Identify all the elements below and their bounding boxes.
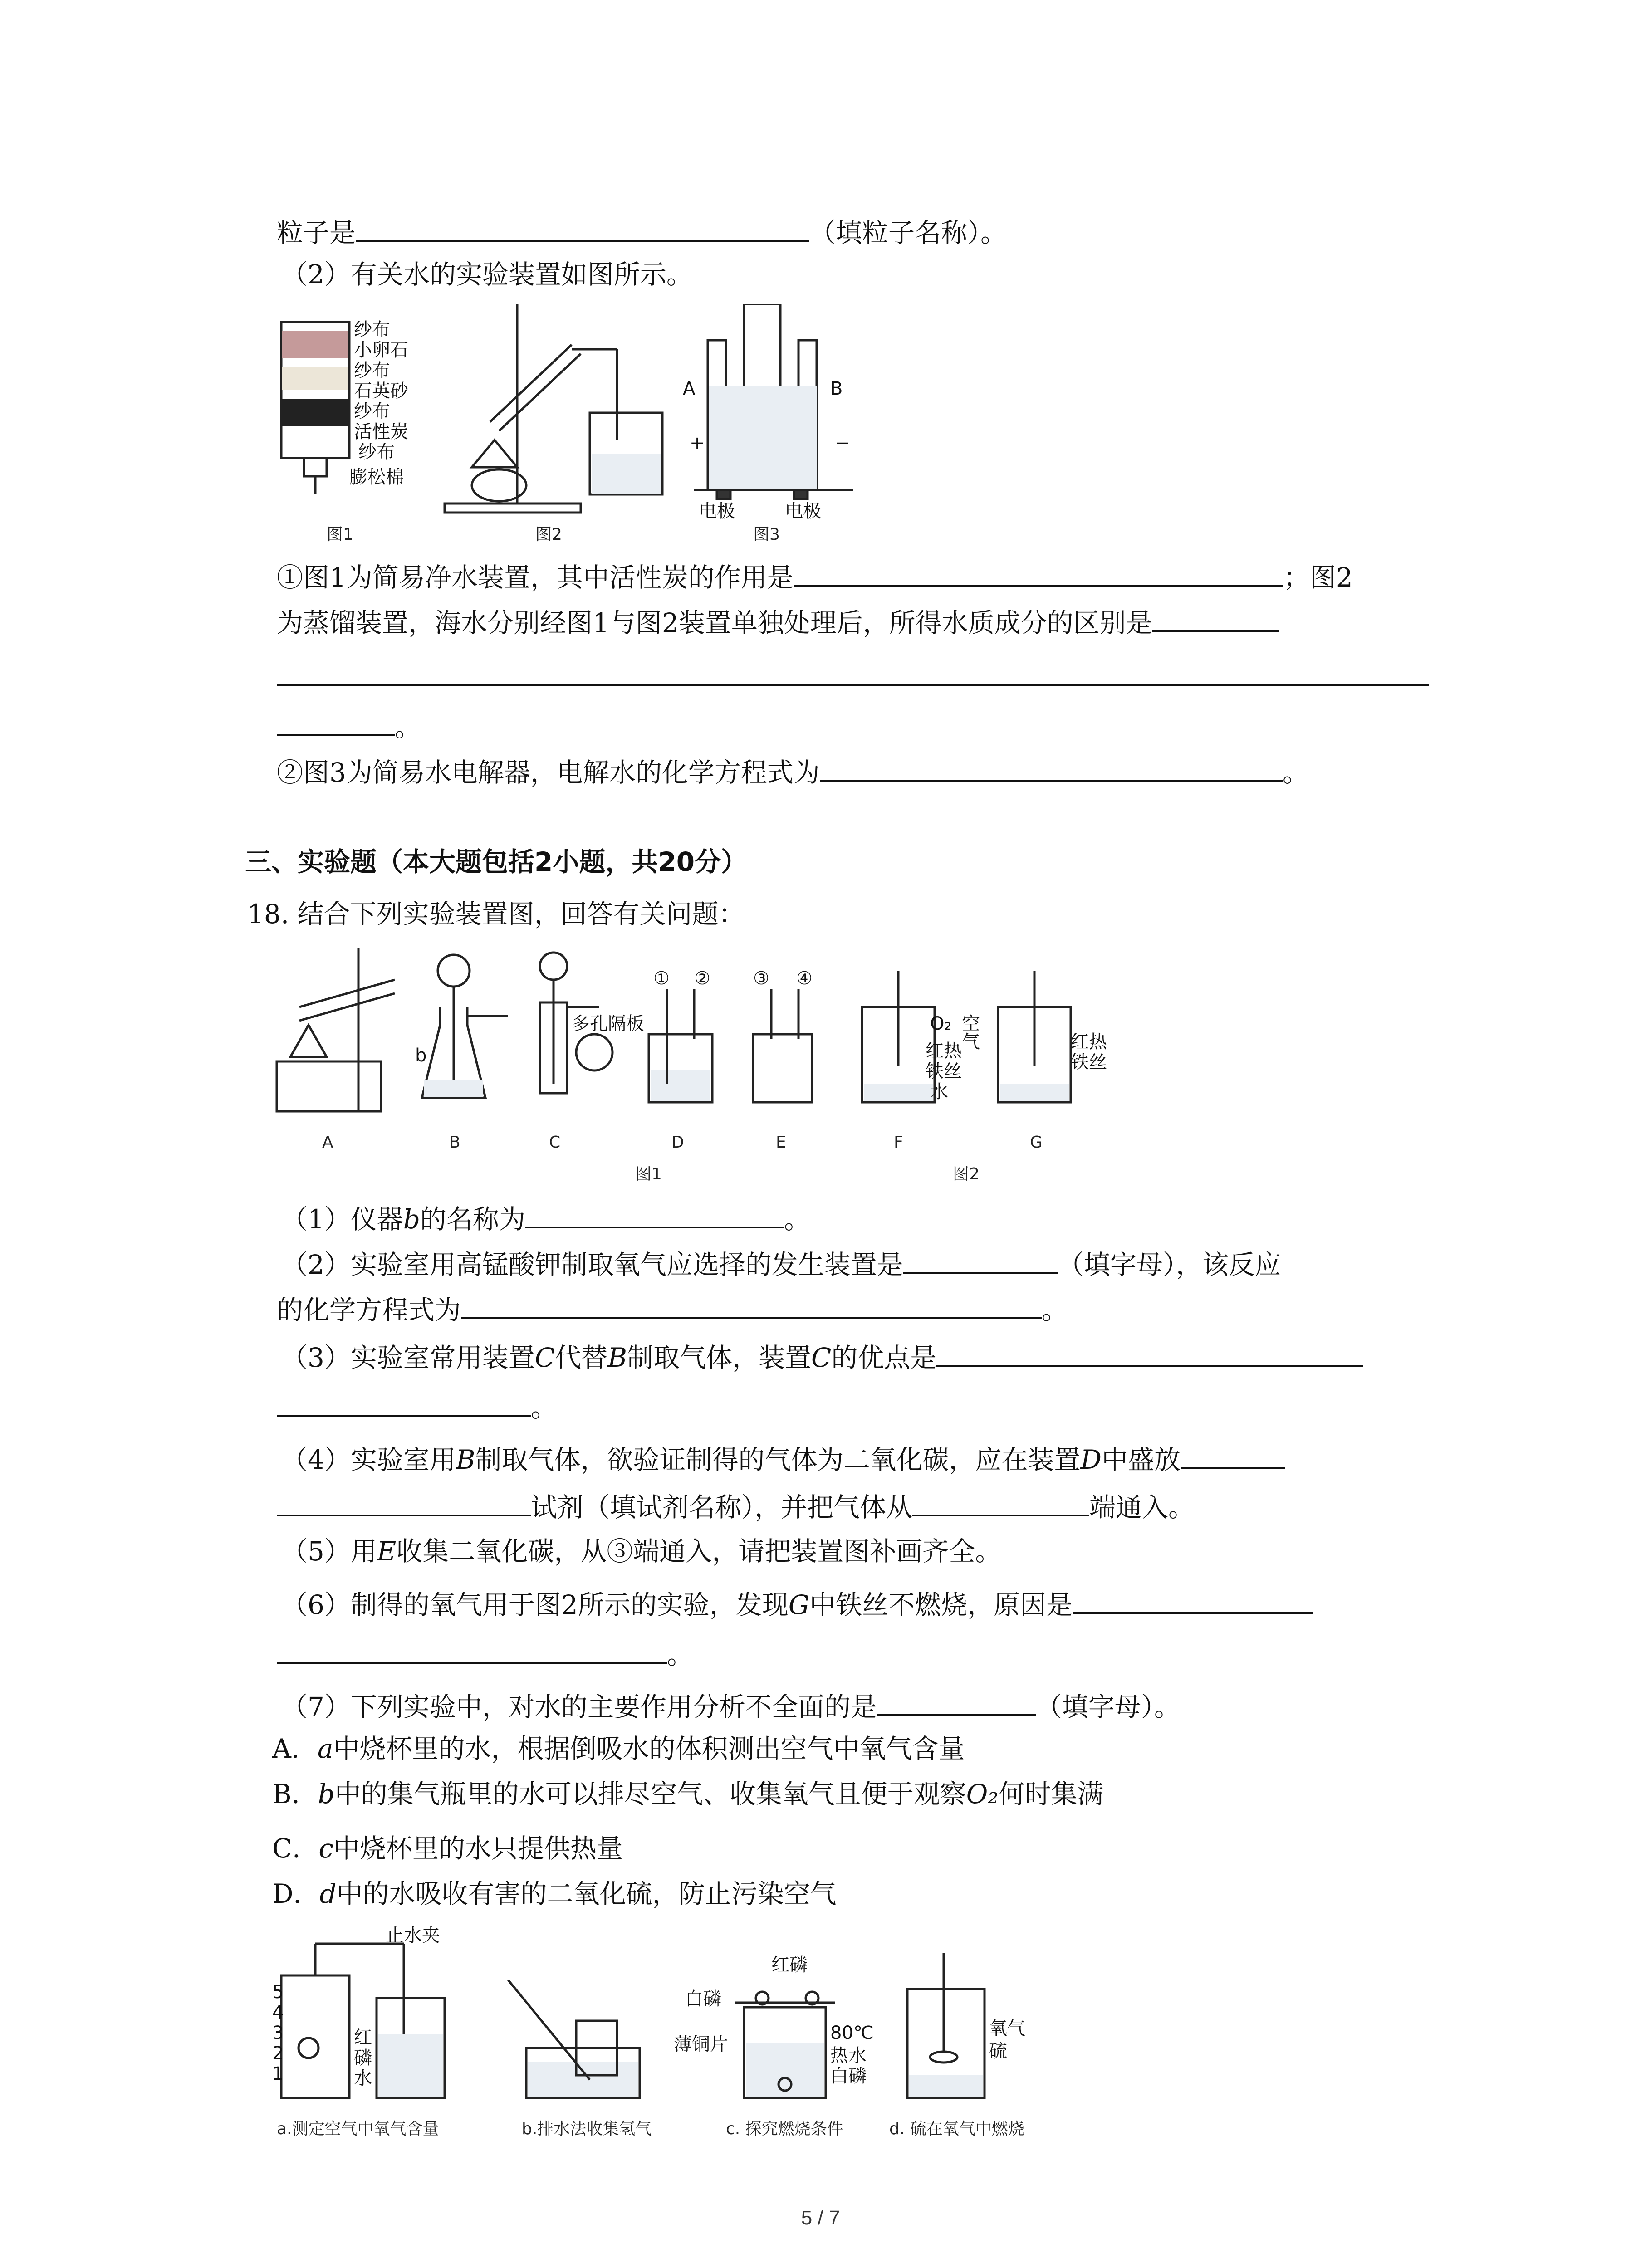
answer-blank[interactable] [1181, 1438, 1285, 1469]
label-a: A [322, 1133, 333, 1152]
caption-fig1: 图1 [635, 1165, 662, 1183]
fig1-filter [281, 319, 409, 544]
caption-fig2: 图2 [953, 1165, 980, 1183]
label-iron-wire-1: 铁丝 [926, 1061, 962, 1082]
label-red-phosphorus: 红磷 [771, 1955, 808, 1975]
label-copper-sheet: 薄铜片 [674, 2034, 728, 2055]
water-figures [272, 304, 953, 558]
label-plus: + [690, 433, 705, 454]
label-gauze-2: 纱布 [354, 360, 390, 381]
q18-intro: 18. 结合下列实验装置图，回答有关问题： [247, 899, 745, 929]
page-number: 5 / 7 [801, 2207, 840, 2229]
apparatus-b [415, 955, 508, 1152]
q17-q1-line3 [277, 655, 1429, 695]
q18-option-b: B．b中的集气瓶里的水可以排尽空气、收集氧气且便于观察O₂何时集满 [272, 1779, 1104, 1809]
answer-blank[interactable] [912, 1486, 1089, 1516]
fig3-electrolyzer [683, 304, 853, 544]
q17-q1-line4: 。 [277, 705, 421, 745]
label-gauze-3: 纱布 [354, 401, 390, 422]
label-80c: 80℃ [830, 2023, 874, 2043]
q18-s5: （5）用E收集二氧化碳，从③端通入，请把装置图补画齐全。 [281, 1536, 1002, 1567]
label-red: 红 [354, 2027, 372, 2048]
q18-option-d: D．d中的水吸收有害的二氧化硫，防止污染空气 [272, 1878, 837, 1909]
label-electrode-1: 电极 [699, 501, 735, 522]
apparatus-g [998, 971, 1107, 1152]
apparatus-d [649, 968, 712, 1152]
label-g: G [1030, 1133, 1043, 1152]
label-electrode-2: 电极 [785, 501, 821, 522]
experiment-a [272, 1926, 445, 2138]
answer-blank[interactable] [277, 1486, 531, 1516]
answer-blank[interactable] [277, 655, 1429, 686]
caption-fig2: 图2 [535, 525, 562, 544]
label-white-phosphorus-2: 白磷 [830, 2066, 867, 2087]
label-o2: O₂ [930, 1013, 952, 1034]
experiment-c [674, 1955, 874, 2138]
label-mark-5: 5 [272, 1982, 284, 2003]
label-port-2: ② [694, 968, 710, 989]
answer-blank[interactable] [277, 1633, 667, 1664]
label-water: 水 [930, 1081, 948, 1102]
answer-blank[interactable] [877, 1685, 1036, 1716]
label-f: F [894, 1133, 903, 1152]
answer-blank[interactable] [1073, 1583, 1313, 1614]
answer-blank[interactable] [356, 211, 809, 242]
label-e: E [776, 1133, 786, 1152]
label-b: B [830, 378, 843, 399]
q18-s6-line2: 。 [277, 1633, 693, 1673]
q17-part2-intro: （2）有关水的实验装置如图所示。 [281, 259, 693, 290]
apparatus-f [862, 971, 980, 1152]
q18-option-a: A．a中烧杯里的水，根据倒吸水的体积测出空气中氧气含量 [272, 1733, 965, 1764]
caption-fig3: 图3 [753, 525, 780, 544]
label-gauze-1: 纱布 [354, 319, 390, 340]
label-port-3: ③ [753, 968, 769, 989]
label-minus: − [835, 433, 850, 454]
answer-blank[interactable] [936, 1336, 1363, 1367]
label-water: 水 [354, 2068, 372, 2089]
label-a: A [683, 378, 696, 399]
caption-experiment-c: c. 探究燃烧条件 [726, 2120, 843, 2138]
q18-s2-line1: （2）实验室用高锰酸钾制取氧气应选择的发生装置是 （填字母），该反应 [281, 1243, 1281, 1283]
answer-blank[interactable] [820, 751, 1283, 782]
q18-s7: （7）下列实验中，对水的主要作用分析不全面的是 （填字母）。 [281, 1685, 1181, 1725]
label-b-instrument: b [415, 1045, 427, 1066]
q17-q1-line1: ①图1为简易净水装置，其中活性炭的作用是 ；图2 [277, 556, 1353, 596]
label-oxygen: 氧气 [989, 2018, 1025, 2039]
apparatus-c [540, 953, 644, 1152]
caption-experiment-b: b.排水法收集氢气 [522, 2120, 652, 2138]
label-sulfur: 硫 [989, 2041, 1007, 2062]
apparatus-e [753, 968, 813, 1152]
q18-s2-line2: 的化学方程式为 。 [277, 1288, 1068, 1328]
label-air-2: 气 [962, 1031, 980, 1052]
caption-experiment-d: d. 硫在氧气中燃烧 [889, 2120, 1024, 2138]
answer-blank[interactable] [277, 1386, 531, 1417]
section-heading: 三、实验题（本大题包括2小题，共20分） [245, 846, 748, 877]
q18-apparatus-figure [272, 948, 1134, 1193]
label-gauze-4: 纱布 [358, 442, 395, 463]
q17-q2-line: ②图3为简易水电解器，电解水的化学方程式为 。 [277, 751, 1309, 791]
answer-blank[interactable] [794, 556, 1283, 587]
label-mark-3: 3 [272, 2023, 284, 2043]
label-mark-1: 1 [272, 2063, 284, 2084]
water-role-experiments-figure [272, 1926, 1043, 2148]
answer-blank[interactable] [1152, 601, 1279, 632]
caption-fig1: 图1 [327, 525, 353, 544]
label-porous-plate: 多孔隔板 [572, 1013, 644, 1034]
caption-experiment-a: a.测定空气中氧气含量 [277, 2120, 439, 2138]
label-air-1: 空 [962, 1013, 980, 1034]
fig2-distillation [445, 304, 662, 544]
label-iron-wire-2: 铁丝 [1071, 1052, 1107, 1073]
label-activated-carbon: 活性炭 [354, 421, 408, 442]
label-water-clamp: 止水夹 [386, 1926, 440, 1946]
answer-blank[interactable] [461, 1288, 1042, 1319]
q18-s4-line2: 试剂（填试剂名称），并把气体从 端通入。 [277, 1486, 1195, 1525]
q18-s6-line1: （6）制得的氧气用于图2所示的实验，发现G中铁丝不燃烧，原因是 [281, 1583, 1313, 1623]
q18-s4-line1: （4）实验室用B制取气体，欲验证制得的气体为二氧化碳，应在装置D中盛放 [281, 1438, 1285, 1478]
label-phosphorus: 磷 [354, 2048, 372, 2068]
q18-option-c: C．c中烧杯里的水只提供热量 [272, 1833, 623, 1864]
label-d: D [671, 1133, 684, 1152]
label-port-1: ① [653, 968, 670, 989]
answer-blank[interactable] [903, 1243, 1058, 1274]
q17-line-particle: 粒子是 （填粒子名称）。 [277, 211, 1007, 251]
answer-blank[interactable] [277, 705, 395, 736]
label-port-4: ④ [796, 968, 813, 989]
label-cotton: 膨松棉 [349, 467, 404, 488]
label-b: B [449, 1133, 460, 1152]
q18-s3-line2: 。 [277, 1386, 557, 1426]
label-pebbles: 小卵石 [354, 340, 408, 361]
q18-s1: （1）仪器b的名称为 。 [281, 1198, 810, 1237]
label-c: C [549, 1133, 561, 1152]
q17-q1-line2: 为蒸馏装置，海水分别经图1与图2装置单独处理后，所得水质成分的区别是 [277, 601, 1279, 641]
label-hot-water: 热水 [830, 2045, 867, 2066]
apparatus-a [277, 948, 395, 1152]
label-red-hot-1: 红热 [926, 1041, 962, 1061]
answer-blank[interactable] [525, 1198, 784, 1228]
label-mark-4: 4 [272, 2002, 284, 2023]
label-mark-2: 2 [272, 2043, 284, 2064]
label-white-phosphorus: 白磷 [685, 1989, 721, 2009]
experiment-b [508, 1980, 652, 2138]
experiment-d [889, 1953, 1025, 2138]
label-quartz-sand: 石英砂 [354, 381, 408, 401]
q18-s3-line1: （3）实验室常用装置C代替B制取气体，装置C的优点是 [281, 1336, 1363, 1376]
label-red-hot-2: 红热 [1071, 1031, 1107, 1052]
